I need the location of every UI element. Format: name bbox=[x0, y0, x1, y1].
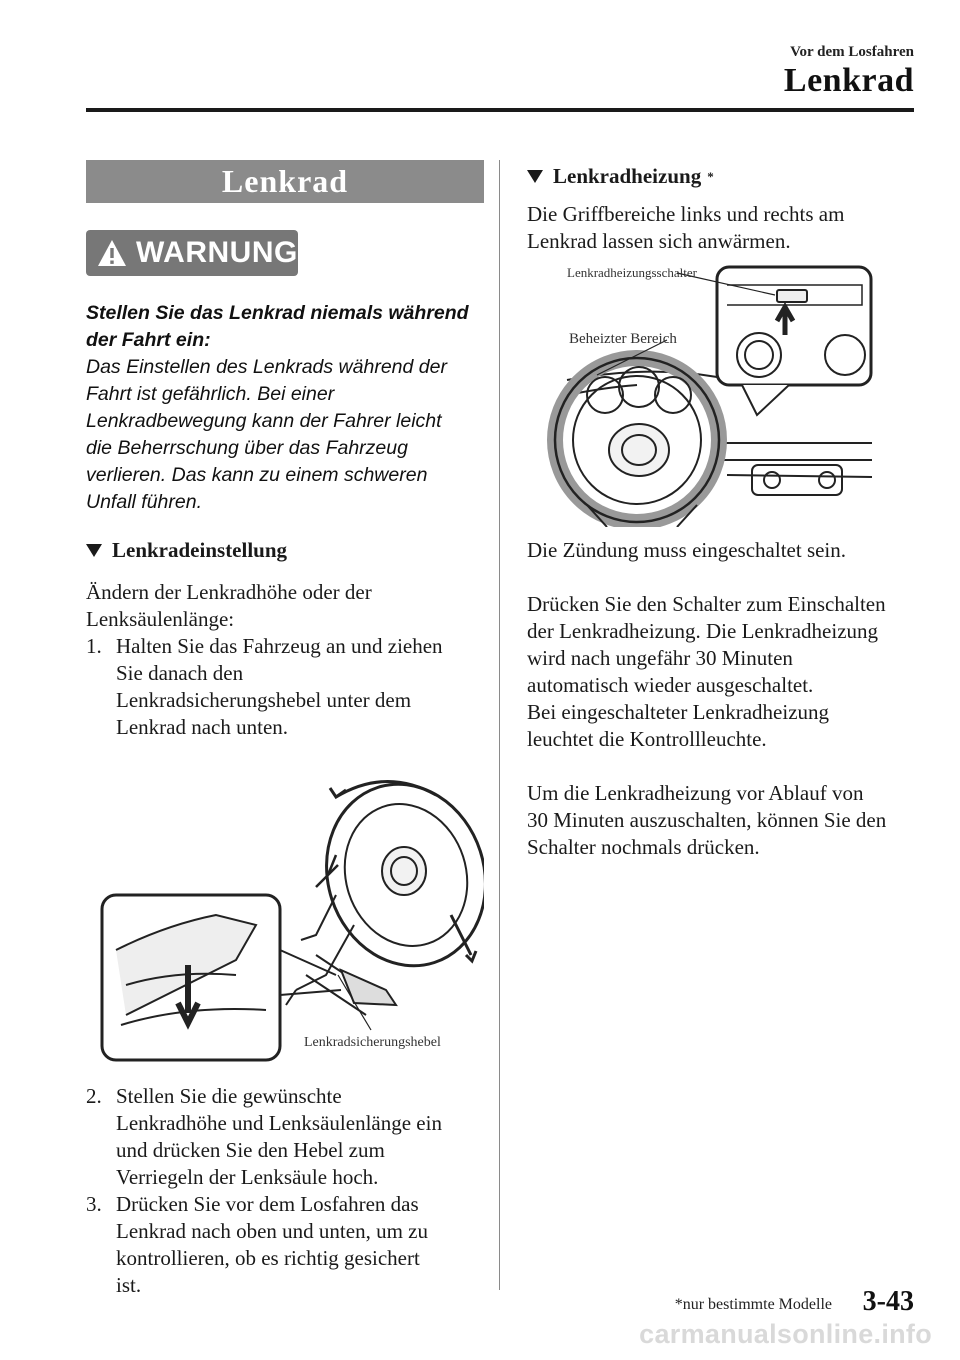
step-item bbox=[86, 1083, 484, 1191]
warning-line: verlieren. Das kann zu einem schweren bbox=[86, 464, 428, 486]
left-column bbox=[86, 160, 484, 1299]
step-number: 1. bbox=[86, 634, 102, 658]
warning-label: WARNUNG bbox=[136, 236, 298, 269]
caption-heating-switch: Lenkradheizungsschalter bbox=[567, 265, 697, 280]
intro-paragraph bbox=[86, 579, 484, 633]
section-banner: Lenkrad bbox=[86, 160, 484, 203]
step-text bbox=[116, 1083, 442, 1191]
intro-line: Lenkrad lassen sich anwärmen. bbox=[527, 229, 791, 253]
step-line: kontrollieren, ob es richtig gesichert bbox=[116, 1246, 420, 1270]
subsection-heading-adjustment bbox=[86, 538, 484, 563]
switch-off-paragraph bbox=[527, 780, 927, 861]
column-divider bbox=[499, 160, 500, 1290]
warning-text bbox=[86, 300, 484, 516]
step-number: 3. bbox=[86, 1192, 102, 1216]
body-line: leuchtet die Kontrollleuchte. bbox=[527, 727, 767, 751]
warning-line: Fahrt ist gefährlich. Bei einer bbox=[86, 383, 335, 405]
body-line: Um die Lenkradheizung vor Ablauf von bbox=[527, 781, 864, 805]
steps-list-2 bbox=[86, 1083, 484, 1299]
subsection-heading-heating bbox=[527, 164, 927, 189]
step-text bbox=[116, 633, 443, 741]
step-line: Lenkrad nach unten. bbox=[116, 715, 289, 739]
body-line: 30 Minuten auszuschalten, können Sie den bbox=[527, 808, 887, 832]
warning-line: Lenkradbewegung kann der Fahrer leicht bbox=[86, 410, 442, 432]
step-text bbox=[116, 1191, 428, 1299]
heating-paragraph bbox=[527, 591, 927, 753]
warning-heading bbox=[86, 300, 484, 354]
intro-line: Lenksäulenlänge: bbox=[86, 607, 235, 631]
warning-heading-line: der Fahrt ein: bbox=[86, 329, 211, 351]
body-line: der Lenkradheizung. Die Lenkradheizung bbox=[527, 619, 879, 643]
footnote: *nur bestimmte Modelle bbox=[674, 1296, 832, 1313]
warning-line: Das Einstellen des Lenkrads während der bbox=[86, 356, 447, 378]
steering-heating-figure bbox=[527, 265, 927, 527]
subsection-title: Lenkradeinstellung bbox=[112, 538, 288, 562]
warning-badge bbox=[86, 230, 298, 276]
steering-adjust-figure bbox=[86, 775, 484, 1065]
step-item bbox=[86, 1191, 484, 1299]
step-item bbox=[86, 633, 484, 741]
ignition-note: Die Zündung muss eingeschaltet sein. bbox=[527, 538, 847, 562]
intro-line: Ändern der Lenkradhöhe oder der bbox=[86, 580, 372, 604]
step-line: Drücken Sie vor dem Losfahren das bbox=[116, 1192, 419, 1216]
warning-heading-line: Stellen Sie das Lenkrad niemals während bbox=[86, 302, 469, 324]
page-number: 3-43 bbox=[862, 1286, 914, 1317]
right-column bbox=[527, 160, 927, 861]
triangle-bullet-icon bbox=[86, 544, 102, 557]
caption-heated-area: Beheizter Bereich bbox=[569, 331, 677, 347]
step-line: Lenkradhöhe und Lenksäulenlänge ein bbox=[116, 1111, 442, 1135]
step-line: Lenkradsicherungshebel unter dem bbox=[116, 688, 412, 712]
warning-line: die Beherrschung über das Fahrzeug bbox=[86, 437, 408, 459]
body-line: automatisch wieder ausgeschaltet. bbox=[527, 673, 814, 697]
dashboard-illustration bbox=[527, 265, 927, 527]
steps-list-1 bbox=[86, 633, 484, 741]
step-number: 2. bbox=[86, 1084, 102, 1108]
warning-line: Unfall führen. bbox=[86, 491, 202, 513]
watermark: carmanualsonline.info bbox=[639, 1319, 932, 1349]
step-line: und drücken Sie den Hebel zum bbox=[116, 1138, 385, 1162]
body-line: Schalter nochmals drücken. bbox=[527, 835, 760, 859]
footnote-mark: * bbox=[707, 168, 714, 184]
body-line: Bei eingeschalteter Lenkradheizung bbox=[527, 700, 830, 724]
steering-column-illustration bbox=[86, 775, 484, 1065]
step-line: Sie danach den bbox=[116, 661, 244, 685]
intro-line: Die Griffbereiche links und rechts am bbox=[527, 202, 845, 226]
step-line: Verriegeln der Lenksäule hoch. bbox=[116, 1165, 379, 1189]
body-line: wird nach ungefähr 30 Minuten bbox=[527, 646, 793, 670]
step-line: Lenkrad nach oben und unten, um zu bbox=[116, 1219, 428, 1243]
step-line: Stellen Sie die gewünschte bbox=[116, 1084, 342, 1108]
running-header-chapter: Vor dem Losfahren bbox=[790, 44, 914, 60]
heating-intro bbox=[527, 201, 927, 255]
body-line: Drücken Sie den Schalter zum Einschalten bbox=[527, 592, 886, 616]
figure-caption-lever: Lenkradsicherungshebel bbox=[304, 1035, 441, 1050]
warning-triangle-icon bbox=[96, 238, 128, 268]
subsection-title: Lenkradheizung bbox=[553, 164, 702, 188]
triangle-bullet-icon bbox=[527, 170, 543, 183]
running-header-title: Lenkrad bbox=[783, 62, 914, 99]
step-line: ist. bbox=[116, 1273, 142, 1297]
header-rule bbox=[86, 108, 914, 112]
step-line: Halten Sie das Fahrzeug an und ziehen bbox=[116, 634, 443, 658]
